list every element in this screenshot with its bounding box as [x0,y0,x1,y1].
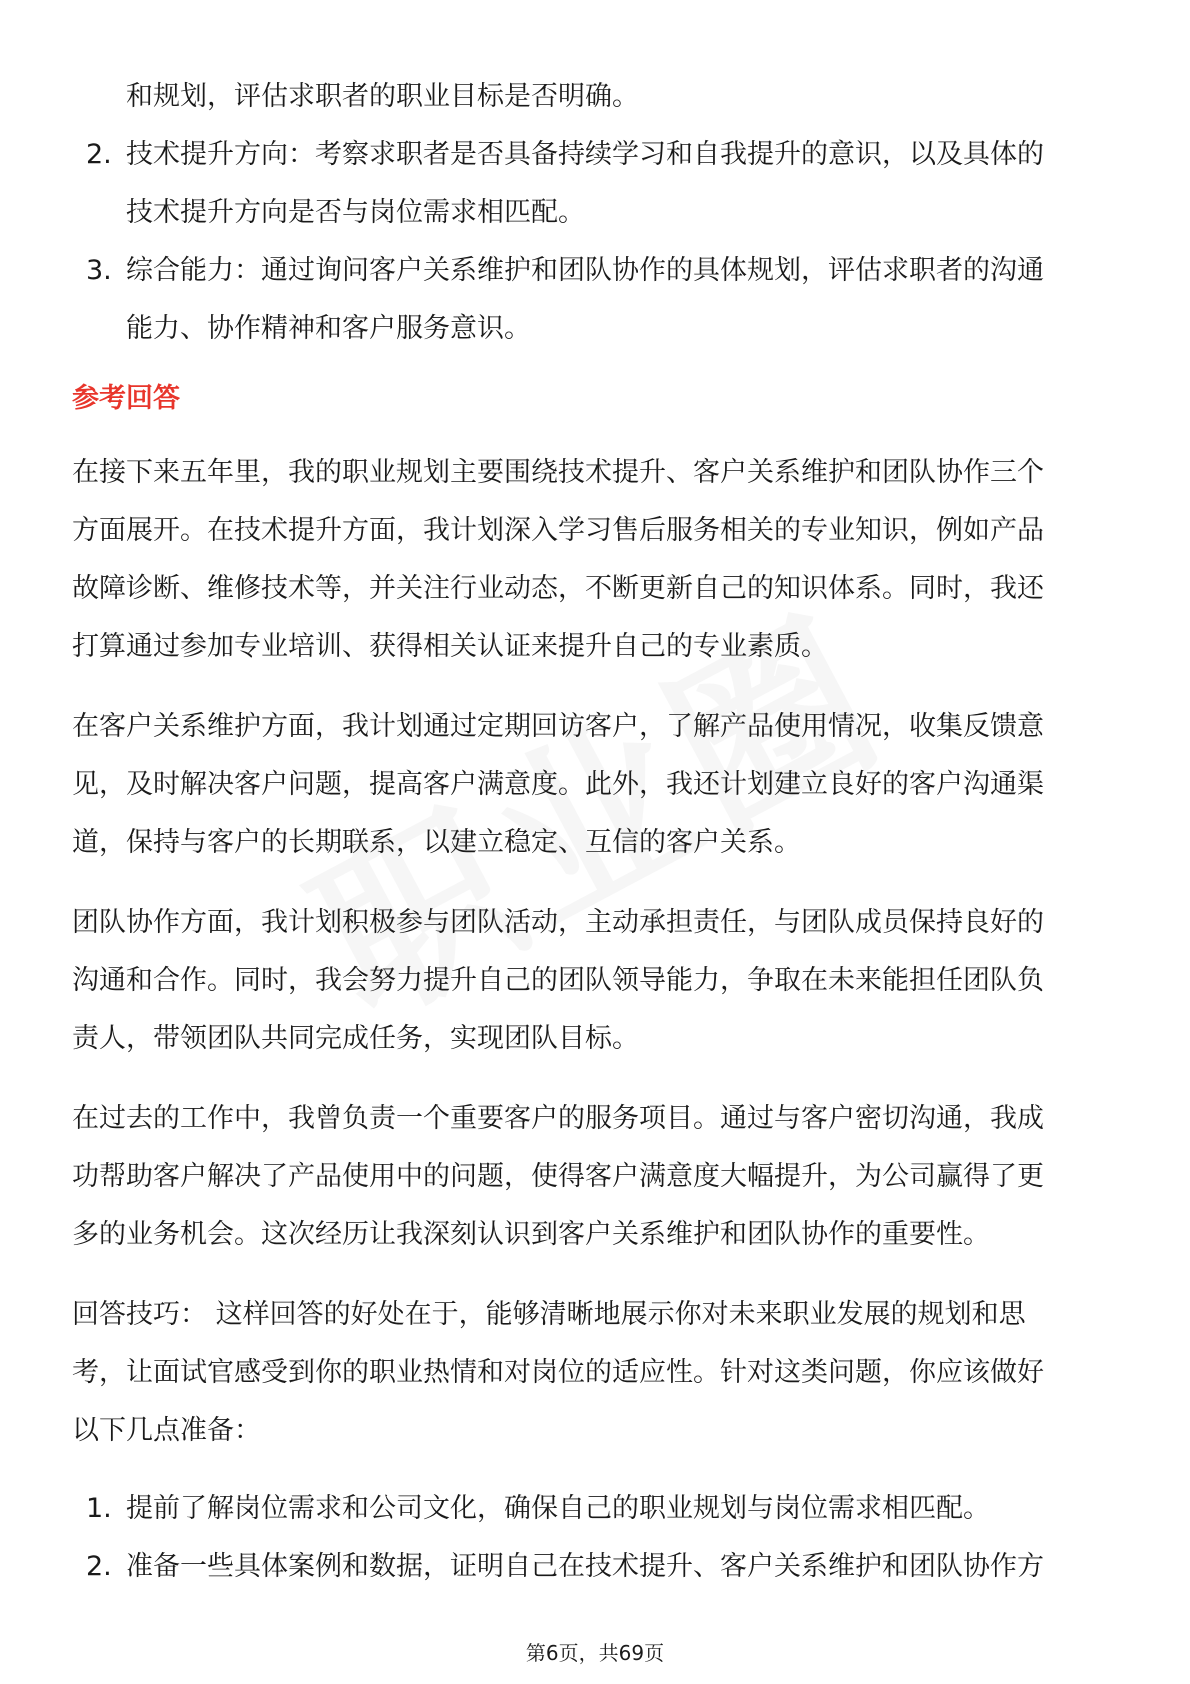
paragraph-line: 团队协作方面，我计划积极参与团队活动，主动承担责任，与团队成员保持良好的 [72,907,1044,938]
list-item [72,1480,1118,1538]
list-item [72,126,1118,242]
answer-paragraph [72,894,1118,1068]
section-heading: 参考回答 [72,383,180,414]
paragraph-line: 打算通过参加专业培训、获得相关认证来提升自己的专业素质。 [72,631,828,662]
list-item [72,1538,1118,1596]
answer-paragraph [72,444,1118,676]
answer-paragraph [72,698,1118,872]
answer-paragraph [72,1090,1118,1264]
paragraph-line: 以下几点准备： [72,1415,261,1446]
paragraph-line: 在过去的工作中，我曾负责一个重要客户的服务项目。通过与客户密切沟通，我成 [72,1103,1044,1134]
paragraph-line: 在客户关系维护方面，我计划通过定期回访客户，了解产品使用情况，收集反馈意 [72,711,1044,742]
list-number: 1. [86,1493,112,1524]
list-item-line: 准备一些具体案例和数据，证明自己在技术提升、客户关系维护和团队协作方 [126,1551,1044,1582]
paragraph-line: 功帮助客户解决了产品使用中的问题，使得客户满意度大幅提升，为公司赢得了更 [72,1161,1044,1192]
list-item-line: 综合能力：通过询问客户关系维护和团队协作的具体规划，评估求职者的沟通 [126,255,1044,286]
list-item-line: 能力、协作精神和客户服务意识。 [126,313,531,344]
paragraph-line: 回答技巧： 这样回答的好处在于，能够清晰地展示你对未来职业发展的规划和思 [72,1299,1026,1330]
list-item-line: 技术提升方向是否与岗位需求相匹配。 [126,197,585,228]
tips-paragraph [72,1286,1118,1460]
list-number: 2. [86,139,112,170]
paragraph-line: 故障诊断、维修技术等，并关注行业动态，不断更新自己的知识体系。同时，我还 [72,573,1044,604]
paragraph-line: 沟通和合作。同时，我会努力提升自己的团队领导能力，争取在未来能担任团队负 [72,965,1044,996]
paragraph-line: 责人，带领团队共同完成任务，实现团队目标。 [72,1023,639,1054]
criteria-list [72,68,1118,358]
list-item [72,68,1118,126]
paragraph-line: 方面展开。在技术提升方面，我计划深入学习售后服务相关的专业知识，例如产品 [72,515,1044,546]
preparation-list [72,1480,1118,1596]
paragraph-line: 考，让面试官感受到你的职业热情和对岗位的适应性。针对这类问题，你应该做好 [72,1357,1044,1388]
paragraph-line: 见，及时解决客户问题，提高客户满意度。此外，我还计划建立良好的客户沟通渠 [72,769,1044,800]
list-item-line: 提前了解岗位需求和公司文化，确保自己的职业规划与岗位需求相匹配。 [126,1493,990,1524]
paragraph-line: 道，保持与客户的长期联系，以建立稳定、互信的客户关系。 [72,827,801,858]
list-number: 3. [86,255,112,286]
page-footer: 第6页，共69页 [525,1641,665,1665]
list-item [72,242,1118,358]
paragraph-line: 在接下来五年里，我的职业规划主要围绕技术提升、客户关系维护和团队协作三个 [72,457,1044,488]
paragraph-line: 多的业务机会。这次经历让我深刻认识到客户关系维护和团队协作的重要性。 [72,1219,990,1250]
list-item-line: 技术提升方向：考察求职者是否具备持续学习和自我提升的意识，以及具体的 [126,139,1044,170]
page-content [72,68,1118,1596]
list-item-line: 和规划，评估求职者的职业目标是否明确。 [126,81,639,112]
list-number: 2. [86,1551,112,1582]
